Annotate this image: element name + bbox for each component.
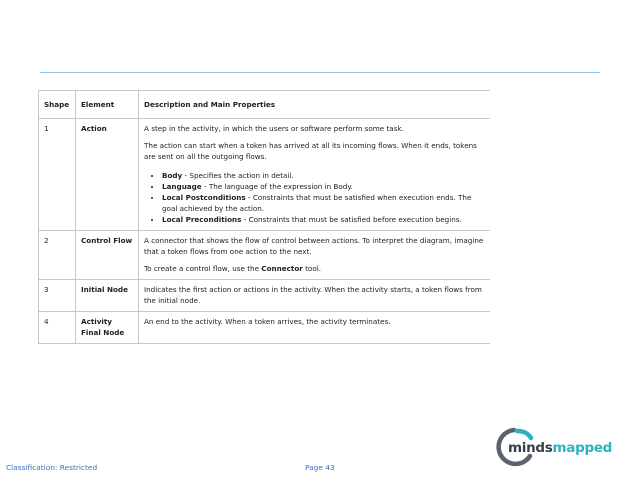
property-item: [162, 181, 486, 192]
row-description: [139, 119, 491, 231]
table-row: [39, 119, 491, 231]
row-element-name: Action: [76, 119, 139, 231]
property-term: Local Postconditions: [162, 193, 246, 202]
row-shape-number: 4: [39, 312, 76, 344]
row-element-name: Activity Final Node: [76, 312, 139, 344]
row-description: [139, 280, 491, 312]
description-paragraph: A step in the activity, in which the users or software perform some task.: [144, 124, 404, 133]
logo-text-mapped: mapped: [552, 440, 613, 456]
text-segment: tool.: [302, 264, 321, 273]
description-paragraph: Indicates the first action or actions in the activity. When the activity starts, a token flows from the initial node.: [144, 285, 482, 305]
header-divider: [40, 72, 600, 73]
property-list: [144, 170, 486, 225]
classification-label: Classification: Restricted: [6, 463, 98, 472]
table-header-row: [39, 91, 491, 119]
table-row: [39, 231, 491, 280]
description-paragraph: A connector that shows the flow of control between actions. To interpret the diagram, imagine that a token flows from one action to the next.: [144, 236, 484, 256]
text-segment: To create a control flow, use the: [144, 264, 262, 273]
tool-name: Connector: [261, 264, 303, 273]
header-description: Description and Main Properties: [139, 91, 491, 119]
property-text: - Specifies the action in detail.: [182, 171, 294, 180]
row-element-name: Initial Node: [76, 280, 139, 312]
property-item: [162, 192, 486, 214]
logo-ring-accent-icon: [517, 431, 531, 438]
row-description: [139, 231, 491, 280]
mindsmapped-logo: [494, 425, 634, 469]
table-row: [39, 312, 491, 344]
row-shape-number: 3: [39, 280, 76, 312]
property-term: Body: [162, 171, 183, 180]
logo-wordmark: [508, 440, 612, 456]
header-element: Element: [76, 91, 139, 119]
table-row: [39, 280, 491, 312]
description-paragraph: An end to the activity. When a token arrives, the activity terminates.: [144, 317, 391, 326]
page-number: Page 43: [305, 463, 335, 472]
property-term: Language: [162, 182, 202, 191]
row-description: [139, 312, 491, 344]
property-text: - Constraints that must be satisfied before execution begins.: [241, 215, 462, 224]
property-item: [162, 170, 486, 181]
property-term: Local Preconditions: [162, 215, 242, 224]
description-paragraph: The action can start when a token has arrived at all its incoming flows. When it ends, tokens are sent on all the outgoing flows.: [144, 141, 477, 161]
row-shape-number: 2: [39, 231, 76, 280]
row-element-name: Control Flow: [76, 231, 139, 280]
property-item: [162, 214, 486, 225]
property-text: - Constraints that must be satisfied when execution ends. The goal achieved by the action.: [162, 193, 472, 213]
logo-text-minds: minds: [508, 440, 553, 456]
property-text: - The language of the expression in Body.: [201, 182, 353, 191]
header-shape: Shape: [39, 91, 76, 119]
properties-table: [38, 90, 490, 344]
description-paragraph: [144, 263, 486, 274]
row-shape-number: 1: [39, 119, 76, 231]
properties-table-container: [38, 90, 490, 396]
